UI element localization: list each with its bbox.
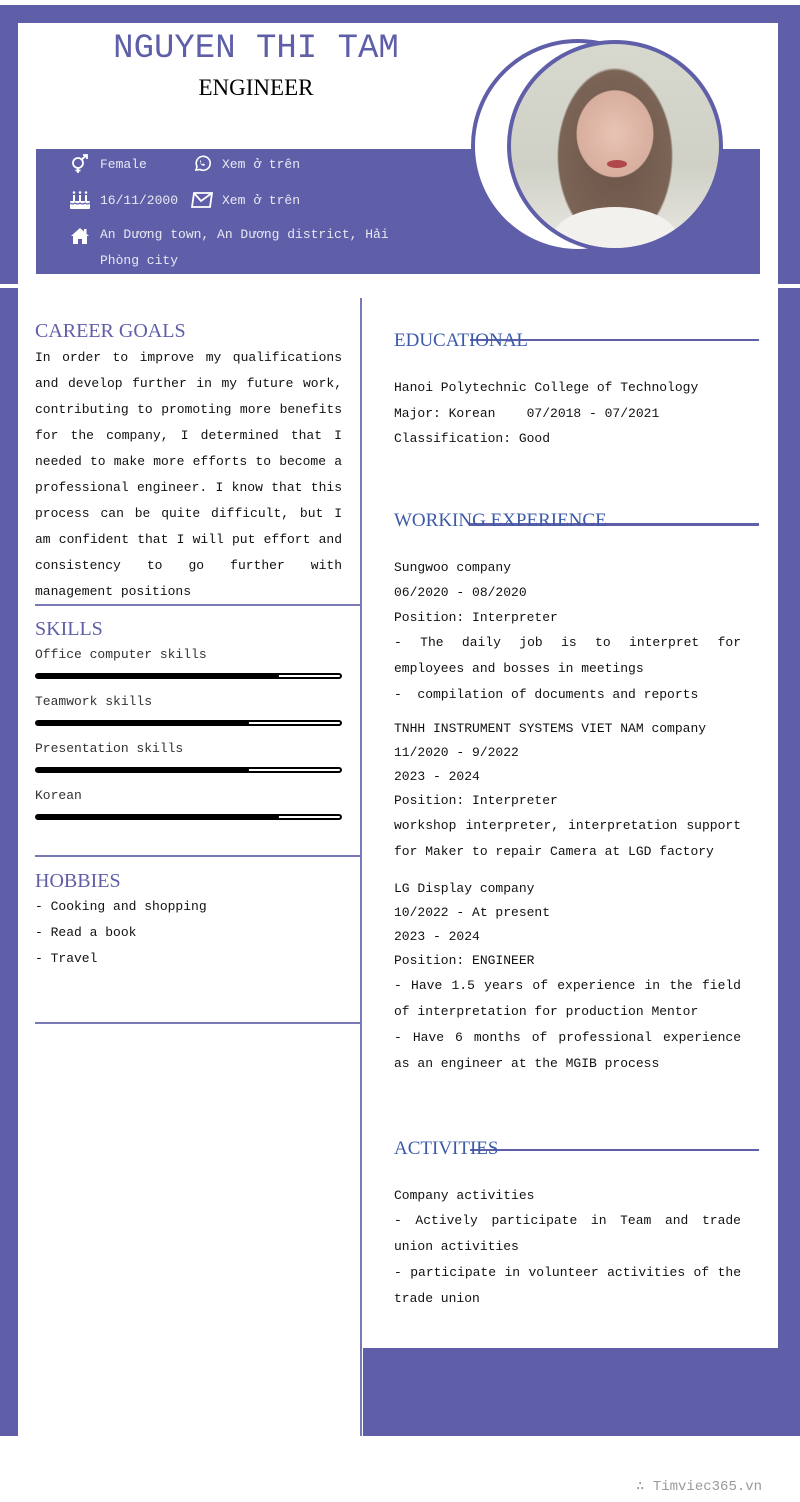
job-detail: - compilation of documents and reports [394, 687, 699, 702]
birthday-row [68, 190, 178, 210]
school-name: Hanoi Polytechnic College of Technology [394, 380, 699, 395]
activities-heading: ACTIVITIES [394, 1138, 499, 1159]
envelope-icon [190, 190, 214, 210]
hobbies-heading: HOBBIES [35, 870, 121, 892]
education-heading: EDUCATIONAL [394, 330, 529, 351]
skill-bar-fill [37, 720, 249, 726]
skill-bar-fill [37, 767, 249, 773]
photo-lips-shape [607, 160, 628, 168]
job-item [394, 877, 741, 1077]
skill-label: Office computer skills [35, 647, 207, 662]
skill-bar [35, 814, 342, 820]
address-line-1: An Dương town, An Dương district, Hải [100, 227, 389, 242]
hobby-item: - Read a book [35, 925, 137, 940]
job-item [394, 555, 741, 707]
job-detail: - Have 6 months of professional experience as an engineer at the MGIB process [394, 1030, 741, 1071]
job-company: Sungwoo company [394, 560, 512, 575]
job-detail: - The daily job is to interpret for employees and bosses in meetings [394, 635, 741, 676]
activity-item: - participate in volunteer activities of the trade union [394, 1265, 741, 1306]
candidate-name: NGUYEN THI TAM [113, 30, 399, 68]
skill-label: Korean [35, 788, 82, 803]
job-period: 11/2020 - 9/2022 [394, 745, 519, 760]
heading-rule [470, 1149, 759, 1151]
whatsapp-icon [190, 154, 214, 174]
skill-label: Teamwork skills [35, 694, 153, 709]
skill-label: Presentation skills [35, 741, 184, 756]
activity-item: - Actively participate in Team and trade union activities [394, 1213, 741, 1254]
job-period: 10/2022 - At present [394, 905, 551, 920]
address-value [100, 222, 389, 274]
gender-value: Female [100, 156, 147, 172]
activity-title: Company activities [394, 1188, 535, 1203]
job-detail: - Have 1.5 years of experience in the field of interpretation for production Mentor [394, 978, 741, 1019]
left-frame-strip [0, 288, 18, 1436]
home-icon [68, 226, 92, 246]
right-frame-strip [778, 288, 800, 1436]
job-period-2: 2023 - 2024 [394, 929, 480, 944]
photo-shirt-shape [553, 207, 678, 252]
section-divider [35, 855, 361, 857]
career-goals-text: In order to improve my qualifications and develop further in my future work, contributing to promoting more benefits for the company, I determined that I needed to make more efforts to become a professional engineer. I know that this process can be quite difficult, but I am confident that I will put effort and consistency to go further with management positions [35, 350, 342, 599]
job-company: LG Display company [394, 881, 535, 896]
email-value: Xem ở trên [222, 192, 301, 208]
job-period: 06/2020 - 08/2020 [394, 585, 527, 600]
right-frame-strip [778, 5, 800, 284]
job-position: Position: Interpreter [394, 793, 558, 808]
hobby-item: - Travel [35, 951, 98, 966]
address-row [68, 226, 389, 274]
left-frame-strip [0, 5, 18, 284]
profile-photo [507, 40, 723, 252]
skills-heading: SKILLS [35, 618, 103, 640]
skill-bar-fill [37, 814, 279, 820]
hobby-item: - Cooking and shopping [35, 899, 207, 914]
job-company: TNHH INSTRUMENT SYSTEMS VIET NAM company [394, 721, 707, 736]
job-item [394, 717, 741, 865]
birthday-value: 16/11/2000 [100, 192, 179, 208]
career-goals-heading: CAREER GOALS [35, 320, 186, 342]
gender-row [68, 154, 147, 174]
top-band [0, 5, 800, 23]
email-row [190, 190, 300, 210]
hobbies-list [35, 894, 342, 972]
skill-bar [35, 767, 342, 773]
job-position: Position: ENGINEER [394, 953, 535, 968]
column-divider [360, 298, 362, 1436]
bottom-decor-block [363, 1348, 800, 1436]
phone-value: Xem ở trên [222, 156, 301, 172]
job-detail: workshop interpreter, interpretation support for Maker to repair Camera at LGD factory [394, 818, 741, 859]
skill-bar-fill [37, 673, 279, 679]
skill-bar [35, 673, 342, 679]
skill-bar [35, 720, 342, 726]
section-divider [35, 1022, 361, 1024]
job-title: ENGINEER [198, 75, 314, 100]
experience-heading: WORKING EXPERIENCE [394, 510, 607, 531]
phone-row [190, 154, 300, 174]
birthday-cake-icon [68, 190, 92, 210]
classification-line: Classification: Good [394, 431, 551, 446]
job-period-2: 2023 - 2024 [394, 769, 480, 784]
major-line: Major: Korean 07/2018 - 07/2021 [394, 405, 660, 421]
activities-block [394, 1183, 741, 1312]
job-position: Position: Interpreter [394, 610, 558, 625]
watermark: ∴ Timviec365.vn [636, 1479, 763, 1495]
education-block [394, 375, 741, 452]
address-line-2: Phòng city [100, 253, 179, 268]
section-divider [35, 604, 361, 606]
gender-icon [68, 154, 92, 174]
